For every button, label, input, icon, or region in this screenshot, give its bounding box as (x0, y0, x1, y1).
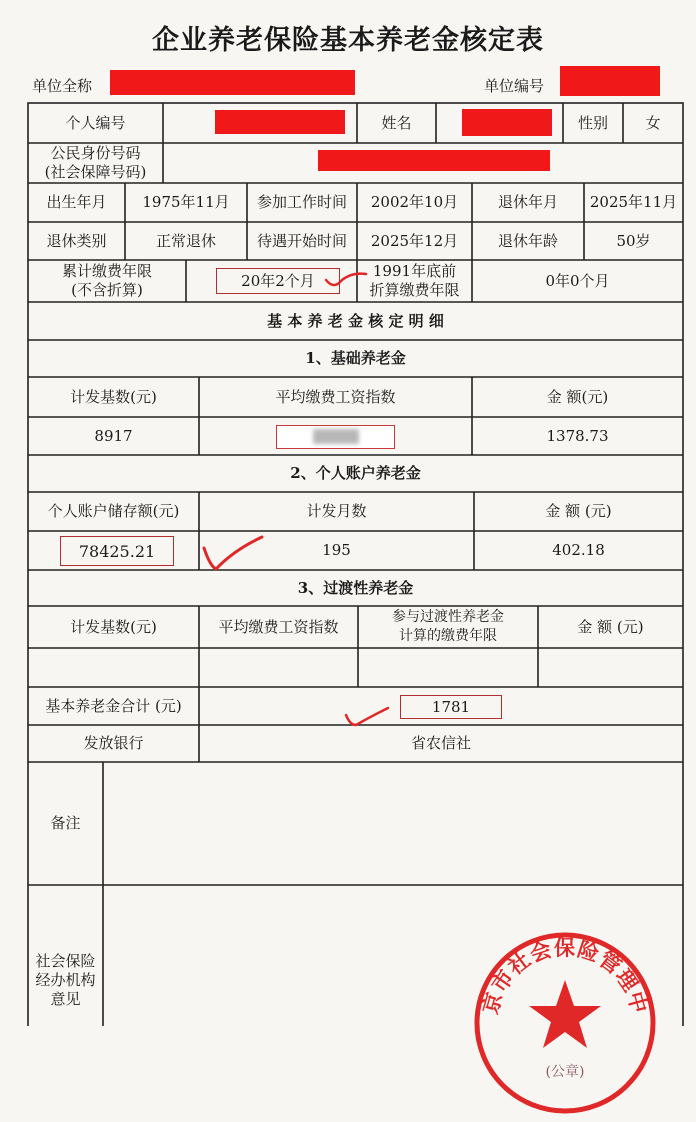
checkmark-icon (342, 705, 392, 729)
name-redaction (462, 109, 552, 136)
bank-label: 发放银行 (83, 734, 144, 752)
name-label: 姓名 (381, 113, 412, 132)
agency-opinion-label: 社会保险 经办机构 意见 (35, 952, 96, 1008)
account-amount-value: 402.18 (552, 541, 605, 559)
basic-index-blurred (276, 425, 395, 449)
contrib-years-value: 20年2个月 (216, 268, 340, 294)
gender-value: 女 (645, 113, 661, 132)
transition-col-amount: 金 额 (元) (577, 617, 644, 636)
retire-label: 退休年月 (497, 193, 558, 211)
transition-col-index: 平均缴费工资指数 (218, 617, 339, 636)
personal-id-redaction (215, 110, 345, 134)
total-value: 1781 (400, 695, 502, 719)
remarks-label: 备注 (50, 814, 81, 832)
basic-col-index: 平均缴费工资指数 (275, 387, 396, 406)
gender-label: 性别 (577, 113, 608, 132)
account-balance-value: 78425.21 (60, 536, 174, 566)
svg-text:(公章): (公章) (545, 1064, 585, 1080)
retire-type-label: 退休类别 (46, 231, 107, 250)
basic-base-value: 8917 (94, 426, 133, 445)
checkmark-icon (320, 268, 370, 293)
account-months-value: 195 (322, 541, 351, 559)
pay-start-value: 2025年12月 (370, 231, 459, 250)
citizen-id-redaction (318, 150, 550, 171)
account-col-months: 计发月数 (306, 502, 367, 520)
detail-title: 基 本 养 老 金 核 定 明 细 (267, 311, 444, 330)
retire-age-label: 退休年龄 (497, 231, 558, 250)
birth-value: 1975年11月 (142, 193, 230, 211)
bank-value: 省农信社 (410, 734, 471, 752)
account-col-amount: 金 额 (元) (545, 502, 612, 520)
pre1991-label: 1991年底前 折算缴费年限 (369, 262, 460, 299)
work-start-value: 2002年10月 (370, 193, 459, 211)
personal-id-label: 个人编号 (65, 113, 126, 132)
transition-col-years: 参与过渡性养老金 计算的缴费年限 (392, 609, 504, 644)
checkmark-icon (200, 532, 266, 574)
work-start-label: 参加工作时间 (256, 193, 347, 211)
svg-text:南京市社会保险管理中心: 京市社会保险管理中 (477, 935, 653, 1017)
unit-name-redaction (110, 70, 355, 95)
citizen-id-label: 公民身份号码 (社会保障号码) (44, 144, 147, 181)
document-title: 企业养老保险基本养老金核定表 (152, 25, 544, 56)
unit-code-label: 单位编号 (484, 77, 545, 95)
pay-start-label: 待遇开始时间 (256, 231, 347, 250)
basic-col-base: 计发基数(元) (70, 387, 157, 406)
account-section-title: 2、个人账户养老金 (290, 464, 421, 482)
transition-section-title: 3、过渡性养老金 (297, 578, 414, 597)
transition-col-base: 计发基数(元) (70, 617, 157, 636)
retire-value: 2025年11月 (589, 193, 678, 211)
pre1991-value: 0年0个月 (545, 271, 610, 290)
basic-section-title: 1、基础养老金 (305, 349, 406, 367)
retire-age-value: 50岁 (616, 231, 651, 250)
unit-name-label: 单位全称 (32, 77, 93, 95)
official-stamp (470, 928, 660, 1118)
retire-type-value: 正常退休 (155, 231, 216, 250)
basic-col-amount: 金 额(元) (546, 387, 609, 406)
birth-label: 出生年月 (46, 193, 107, 211)
total-label: 基本养老金合计 (元) (45, 696, 182, 715)
contrib-years-label: 累计缴费年限 (不含折算) (61, 262, 152, 299)
unit-code-redaction (560, 66, 660, 96)
account-col-balance: 个人账户储存额(元) (47, 502, 180, 520)
basic-amount-value: 1378.73 (546, 426, 609, 445)
